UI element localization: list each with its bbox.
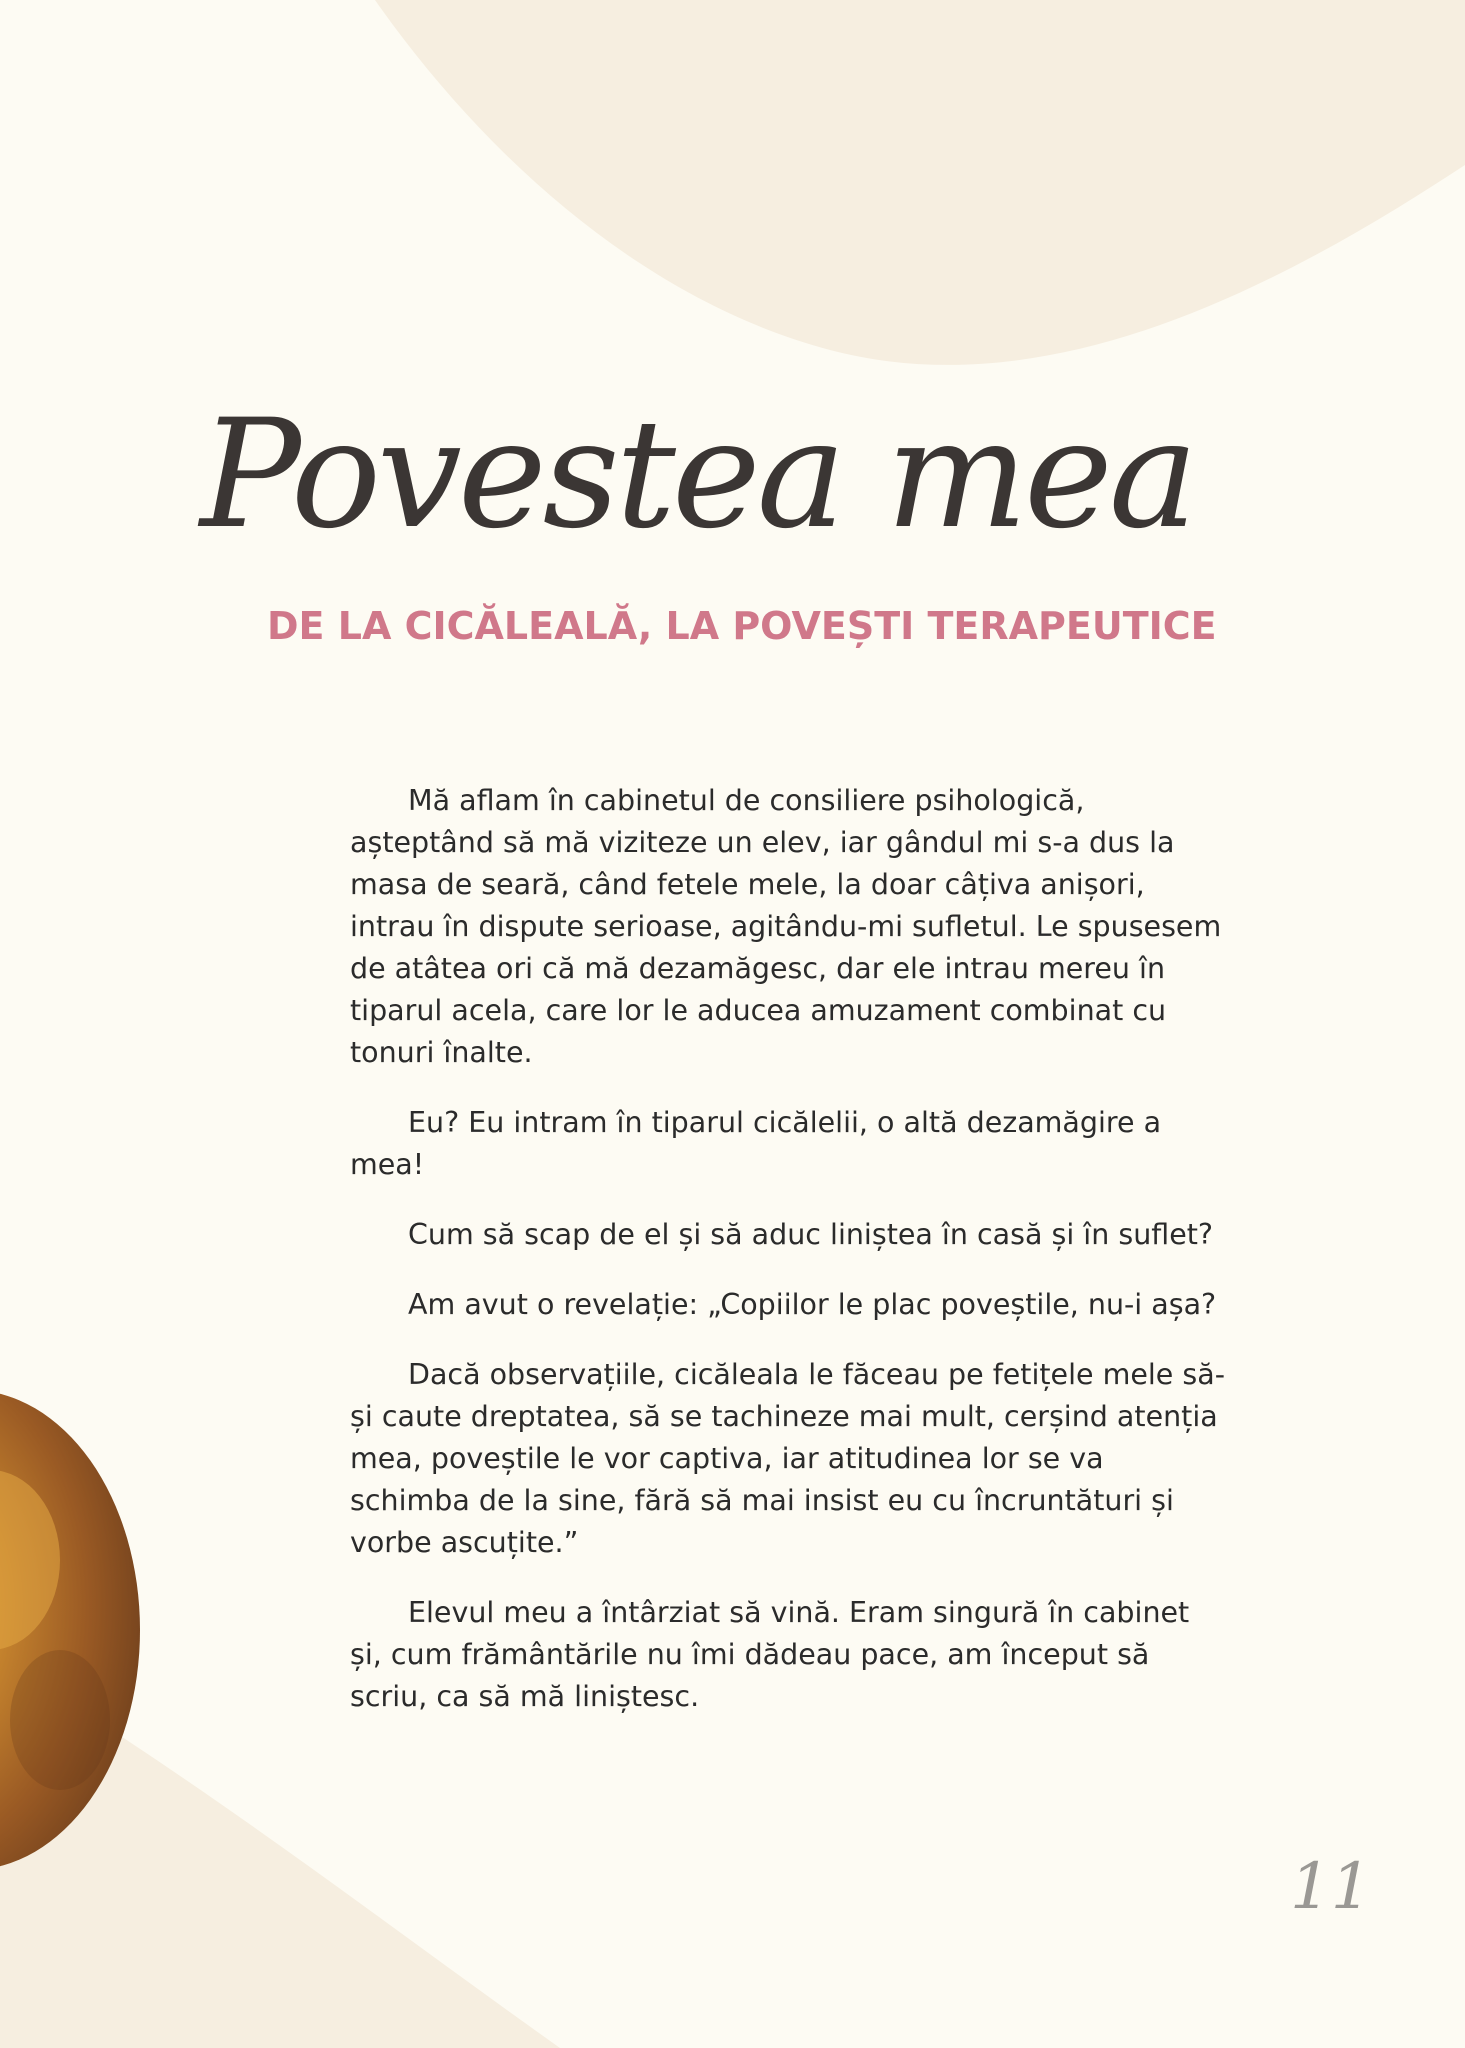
body-text — [350, 780, 1230, 1746]
paragraph: Eu? Eu intram în tiparul cicălelii, o altă dezamăgire a mea! — [350, 1106, 1162, 1181]
page-subtitle: DE LA CICĂLEALĂ, LA POVEȘTI TERAPEUTICE — [267, 604, 1217, 648]
top-right-cream-blob — [375, 0, 1465, 365]
paragraph: Cum să scap de el și să aduc liniștea în casă și în suflet? — [408, 1218, 1214, 1251]
paragraph: Mă aflam în cabinetul de consiliere psihologică, așteptând să mă viziteze un elev, iar gândul mi s-a dus la masa de seară, când fetele mele, la doar câțiva anișori, intrau în dispute serioase, agitându-mi sufletul. Le spusesem de atâtea ori că mă dezamăgesc, dar ele intrau mereu în tiparul acela, care lor le aducea amuzament combinat cu tonuri înalte. — [350, 784, 1222, 1069]
paragraph: Elevul meu a întârziat să vină. Eram singură în cabinet și, cum frământările nu îmi dădeau pace, am început să scriu, ca să mă liniștesc. — [350, 1596, 1190, 1713]
page-number: 11 — [1290, 1850, 1372, 1924]
paragraph: Am avut o revelație: „Copiilor le plac poveștile, nu-i așa? — [408, 1288, 1217, 1321]
page-title: Povestea mea — [200, 388, 1195, 562]
paragraph: Dacă observațiile, cicăleala le făceau pe fetițele mele să-și caute dreptatea, să se tachineze mai mult, cerșind atenția mea, poveștile le vor captiva, iar atitudinea lor se va schimba de la sine, fără să mai insist eu cu încruntături și vorbe ascuțite.” — [350, 1358, 1225, 1559]
